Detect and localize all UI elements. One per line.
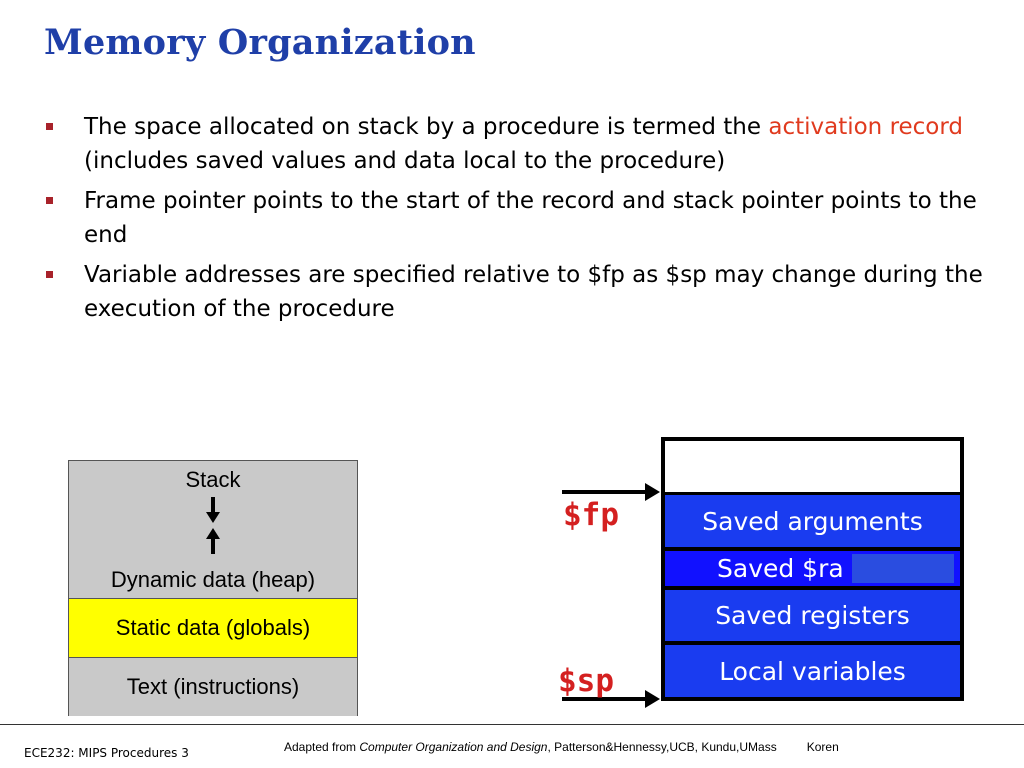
footer-credit: [284, 740, 839, 754]
arrow-down-icon: [211, 497, 215, 513]
bullet-marker-icon: [46, 271, 53, 278]
saved-registers-cell: [665, 590, 960, 641]
saved-arguments-cell: [665, 495, 960, 547]
bullet-text-post: (includes saved values and data local to the procedure): [84, 148, 726, 174]
text-segment: [69, 658, 357, 716]
local-variables-cell: [665, 645, 960, 697]
activation-record-term: activation record: [768, 114, 964, 140]
bullet-item: [44, 110, 994, 178]
heap-label: Dynamic data (heap): [110, 567, 316, 592]
stack-heap-segment: [69, 461, 357, 599]
bullet-marker-icon: [46, 197, 53, 204]
bullet-item: [44, 184, 994, 252]
sp-label: $sp: [558, 663, 614, 699]
static-data-label: Static data (globals): [115, 615, 311, 640]
footer-author: Koren: [806, 740, 839, 754]
saved-arguments-label: Saved arguments: [702, 506, 923, 536]
saved-ra-highlight: [852, 554, 954, 583]
footer-adapted-post: , Patterson&Hennessy,UCB, Kundu,UMass: [547, 740, 777, 754]
saved-ra-label: Saved $ra: [717, 554, 844, 583]
slide-title: Memory Organization: [44, 22, 476, 63]
activation-record-diagram: [661, 437, 964, 701]
empty-frame-cell: [665, 441, 960, 492]
fp-arrow-icon: [562, 490, 646, 494]
saved-registers-label: Saved registers: [715, 601, 910, 630]
bullet-list: [44, 110, 994, 332]
stack-label: Stack: [185, 467, 241, 492]
footer-adapted-pre: Adapted from: [284, 740, 360, 754]
bullet-marker-icon: [46, 123, 53, 130]
text-segment-label: Text (instructions): [126, 674, 300, 699]
memory-map-diagram: [68, 460, 358, 716]
local-variables-label: Local variables: [719, 656, 906, 686]
static-data-segment: [69, 599, 357, 658]
footer-course: ECE232: MIPS Procedures 3: [24, 746, 189, 760]
bullet-text-pre: The space allocated on stack by a procedure is termed the: [84, 114, 769, 140]
arrow-up-icon: [211, 538, 215, 554]
bullet-item: [44, 258, 994, 326]
bullet-text: Frame pointer points to the start of the record and stack pointer points to the end: [84, 188, 977, 248]
saved-ra-cell: [665, 551, 960, 586]
footer-divider: [0, 724, 1024, 725]
bullet-text: Variable addresses are specified relative to $fp as $sp may change during the execution of the procedure: [84, 262, 983, 322]
footer-book-title: Computer Organization and Design: [359, 740, 548, 754]
fp-label: $fp: [563, 497, 619, 533]
